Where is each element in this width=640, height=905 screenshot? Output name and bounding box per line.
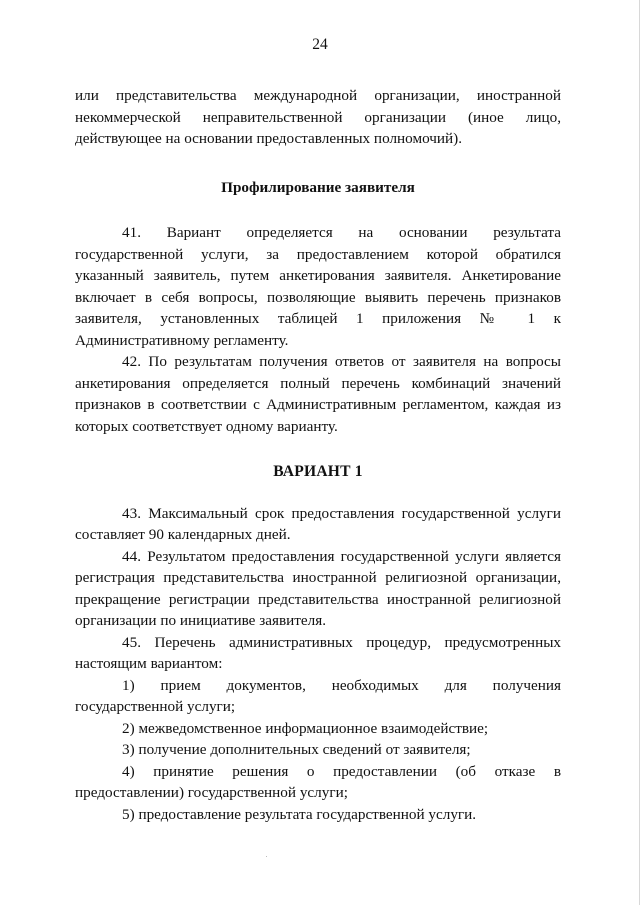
page-number: 24 [312,36,328,53]
list-item-4: 4) принятие решения о предоставлении (об отказе в предоставлении) государственной услуги; [75,762,561,801]
paragraph-45: 45. Перечень административных процедур, предусмотренных настоящим вариантом: [75,633,561,672]
paragraph-42: 42. По результатам получения ответов от заявителя на вопросы анкетирования определяется полный перечень комбинаций значений признаков в соответствии с Административным регламентом, каждая из которых соответствует одному варианту. [75,353,561,435]
paragraph-43: 43. Максимальный срок предоставления государственной услуги составляет 90 календарных дней. [75,504,561,543]
intro-line-3: действующее на основании предоставленных полномочий). [75,130,463,147]
section-heading-profiling: Профилирование заявителя [221,178,415,196]
scan-speck [266,856,267,857]
paragraph-41: 41. Вариант определяется на основании результата государственной услуги, за предоставлением которой обратился указанный заявитель, путем анкетирования заявителя. Анкетирование включает в себя вопросы, позволяющие выявить перечень признаков заявителя, установленных таблицей 1 приложения № 1 к Административному регламенту. [75,224,561,349]
page-content [75,85,561,825]
intro-line-2: некоммерческой неправительственной организации (иное лицо, [75,108,561,126]
section-heading-variant-1: ВАРИАНТ 1 [273,463,363,480]
list-item-3: 3) получение дополнительных сведений от заявителя; [122,741,471,758]
list-item-5: 5) предоставление результата государственной услуги. [122,805,477,823]
list-item-2: 2) межведомственное информационное взаимодействие; [122,719,489,737]
list-item-1: 1) прием документов, необходимых для получения государственной услуги; [75,676,561,715]
paragraph-44: 44. Результатом предоставления государственной услуги является регистрация представительства иностранной религиозной организации, прекращение регистрации представительства иностранной религиозной организации по инициативе заявителя. [75,547,561,629]
intro-line-1: или представительства международной организации, иностранной [75,87,561,104]
